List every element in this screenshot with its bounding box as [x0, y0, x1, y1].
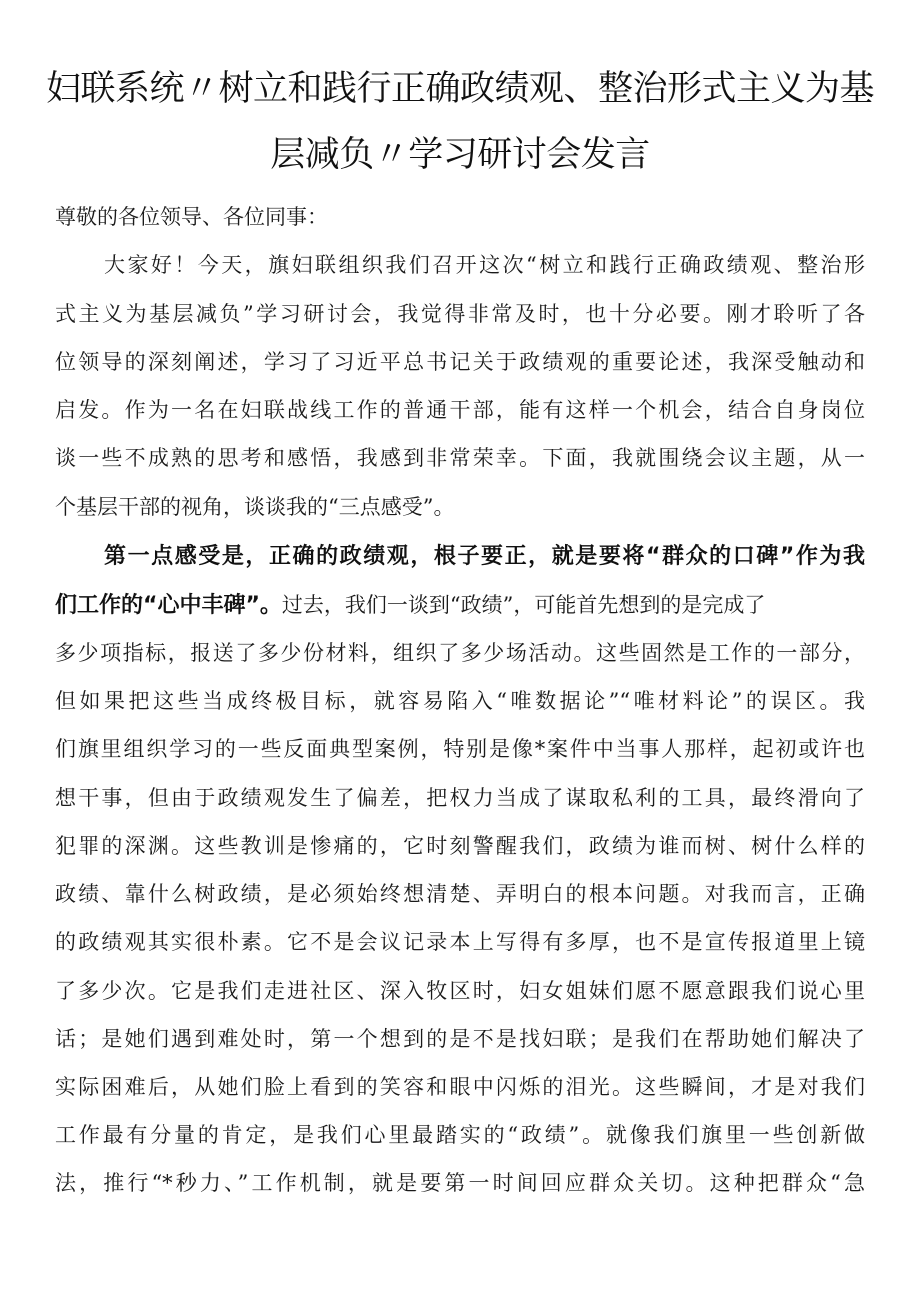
paragraph-2-line: 法，推行“*秒力、”工作机制，就是要第一时间回应群众关切。这种把群众“急 [55, 1171, 865, 1195]
section-1-heading-tail: 们工作的“心中丰碑”。 [55, 593, 282, 618]
paragraph-2-line: 想干事，但由于政绩观发生了偏差，把权力当成了谋取私利的工具，最终滑向了 [55, 786, 865, 810]
paragraph-1-line: 大家好！今天，旗妇联组织我们召开这次“树立和践行正确政绩观、整治形 [104, 253, 865, 277]
paragraph-2-line: 工作最有分量的肯定，是我们心里最踏实的“政绩”。就像我们旗里一些创新做 [55, 1123, 865, 1147]
paragraph-2-line: 实际困难后，从她们脸上看到的笑容和眼中闪烁的泪光。这些瞬间，才是对我们 [55, 1075, 865, 1099]
paragraph-1-line: 式主义为基层减负”学习研讨会，我觉得非常及时，也十分必要。刚才聆听了各 [55, 302, 865, 326]
section-1-heading: 第一点感受是，正确的政绩观，根子要正，就是要将“群众的口碑”作为我 [104, 544, 865, 569]
paragraph-2-start: 过去，我们一谈到“政绩”，可能首先想到的是完成了 [281, 593, 766, 617]
paragraph-1-line: 谈一些不成熟的思考和感悟，我感到非常荣幸。下面，我就围绕会议主题，从一 [55, 446, 865, 470]
paragraph-2-line: 政绩、靠什么树政绩，是必须始终想清楚、弄明白的根本问题。对我而言，正确 [55, 882, 865, 906]
document-title-line-2: 层减负〃学习研讨会发言 [270, 135, 650, 175]
paragraph-2-line: 话；是她们遇到难处时，第一个想到的是不是找妇联；是我们在帮助她们解决了 [55, 1027, 865, 1051]
paragraph-2-line: 犯罪的深渊。这些教训是惨痛的，它时刻警醒我们，政绩为谁而树、树什么样的 [55, 834, 865, 858]
paragraph-1-line: 启发。作为一名在妇联战线工作的普通干部，能有这样一个机会，结合自身岗位 [55, 398, 865, 422]
paragraph-1-line: 个基层干部的视角，谈谈我的“三点感受”。 [55, 495, 455, 519]
section-1-heading-line-2 [55, 595, 765, 617]
paragraph-1-line: 位领导的深刻阐述，学习了习近平总书记关于政绩观的重要论述，我深受触动和 [55, 350, 865, 374]
paragraph-2-line: 们旗里组织学习的一些反面典型案例，特别是像*案件中当事人那样，起初或许也 [55, 737, 865, 761]
document-title-line-1: 妇联系统〃树立和践行正确政绩观、整治形式主义为基 [45, 69, 874, 109]
paragraph-2-line: 但如果把这些当成终极目标，就容易陷入“唯数据论”“唯材料论”的误区。我 [55, 689, 865, 713]
paragraph-2-line: 多少项指标，报送了多少份材料，组织了多少场活动。这些固然是工作的一部分， [55, 641, 865, 665]
salutation: 尊敬的各位领导、各位同事： [55, 205, 328, 229]
paragraph-2-line: 了多少次。它是我们走进社区、深入牧区时，妇女姐妹们愿不愿意跟我们说心里 [55, 979, 865, 1003]
paragraph-2-line: 的政绩观其实很朴素。它不是会议记录本上写得有多厚，也不是宣传报道里上镜 [55, 930, 865, 954]
